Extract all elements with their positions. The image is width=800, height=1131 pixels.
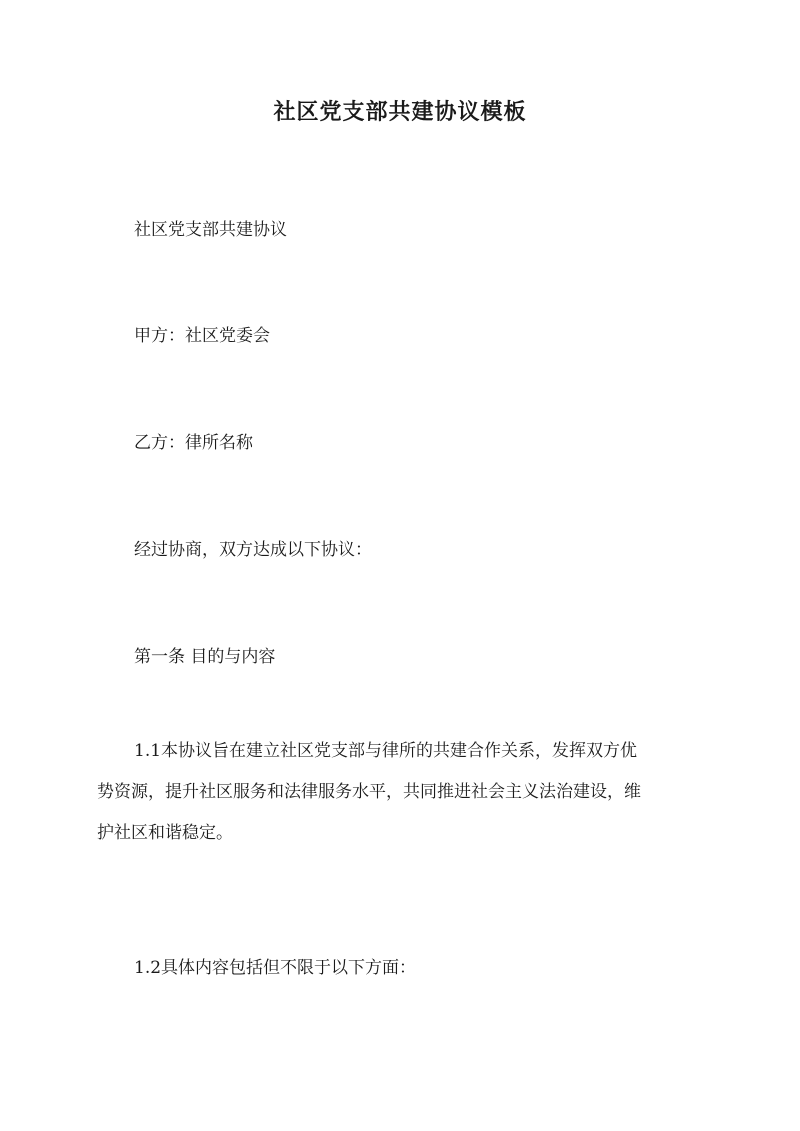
intro-line: 经过协商，双方达成以下协议： <box>134 540 372 560</box>
clause-1-2: 1.2具体内容包括但不限于以下方面： <box>134 958 417 978</box>
clause-1-1 <box>97 731 694 854</box>
party-b-line: 乙方：律所名称 <box>134 433 253 453</box>
party-a-line: 甲方：社区党委会 <box>134 326 270 346</box>
article-1-heading: 第一条 目的与内容 <box>134 647 276 667</box>
clause-1-1-line-3: 护社区和谐稳定。 <box>97 823 233 843</box>
clause-1-1-line-2: 势资源，提升社区服务和法律服务水平，共同推进社会主义法治建设，维 <box>97 782 641 802</box>
clause-1-1-line-1: 1.1本协议旨在建立社区党支部与律所的共建合作关系，发挥双方优 <box>134 741 638 761</box>
agreement-heading: 社区党支部共建协议 <box>134 220 287 240</box>
document-title: 社区党支部共建协议模板 <box>273 99 527 125</box>
